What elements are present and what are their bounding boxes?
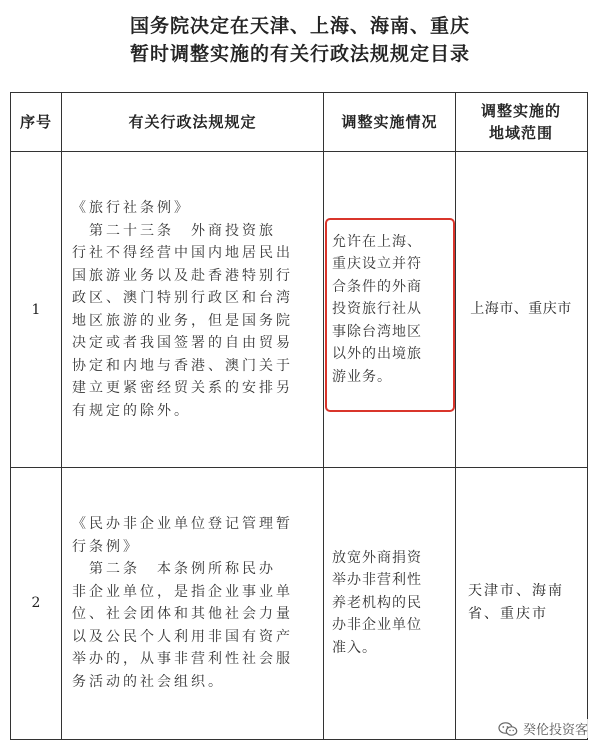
header-regulation: 有关行政法规规定 — [128, 113, 257, 131]
text-line: 决定或者我国签署的自由贸易 — [72, 335, 293, 351]
header-adjustment: 调整实施情况 — [341, 113, 438, 131]
watermark — [498, 719, 588, 738]
row-2-regulation-text — [72, 513, 293, 693]
text-line: 重庆设立并符 — [332, 256, 422, 273]
header-scope-line-2: 地域范围 — [488, 124, 553, 142]
watermark-text: 癸伦投资客 — [522, 723, 588, 738]
text-line: 允许在上海、 — [332, 233, 422, 250]
row-2-adjustment — [324, 468, 455, 738]
header-scope — [456, 93, 586, 151]
text-line: 政区、澳门特别行政区和台湾 — [72, 290, 293, 306]
text-line: 国旅游业务以及赴香港特别行 — [72, 267, 293, 284]
row-1-adjustment — [324, 152, 455, 467]
text-line: 《民办非企业单位登记管理暂 — [72, 516, 293, 532]
text-line: 《旅行社条例》 — [72, 200, 191, 216]
text-line: 建立更紧密经贸关系的安排另 — [72, 380, 293, 396]
text-line: 行条例》 — [72, 538, 140, 555]
header-index: 序号 — [19, 113, 52, 131]
row-1-scope — [456, 152, 586, 467]
text-line: 游业务。 — [332, 368, 392, 385]
row-2-scope — [456, 468, 586, 738]
row-1-index: 1 — [31, 301, 41, 318]
row-2-regulation — [62, 468, 323, 738]
row-1-scope-text — [470, 298, 572, 321]
text-line: 第二条 本条例所称民办 — [72, 561, 276, 577]
text-line: 有规定的除外。 — [72, 402, 191, 419]
row-1-adjustment-text — [332, 231, 422, 389]
text-line: 以及公民个人利用非国有资产 — [72, 628, 293, 645]
row-1-regulation — [62, 152, 323, 467]
page-title — [0, 12, 600, 68]
header-scope-line-1: 调整实施的 — [480, 102, 561, 120]
row-2-scope-text — [468, 580, 564, 626]
text-line: 天津市、海南 — [468, 583, 564, 599]
text-line: 准入。 — [332, 639, 377, 656]
text-line: 放宽外商捐资 — [332, 549, 422, 566]
text-line: 非企业单位，是指企业事业单 — [72, 583, 293, 600]
text-line: 以外的出境旅 — [332, 346, 422, 363]
text-line: 养老机构的民 — [332, 594, 422, 611]
text-line: 办非企业单位 — [332, 617, 422, 634]
text-line: 协定和内地与香港、澳门关于 — [72, 357, 293, 374]
text-line: 举办非营利性 — [332, 572, 422, 589]
title-line-2: 暂时调整实施的有关行政法规规定目录 — [129, 43, 470, 65]
text-line: 第二十三条 外商投资旅 — [72, 222, 276, 239]
regulations-table — [10, 92, 588, 740]
title-line-1: 国务院决定在天津、上海、海南、重庆 — [129, 15, 470, 37]
text-line: 投资旅行社从 — [332, 301, 422, 318]
text-line: 地区旅游的业务，但是国务院 — [72, 312, 293, 329]
text-line: 行社不得经营中国内地居民出 — [72, 245, 293, 261]
text-line: 事除台湾地区 — [332, 323, 422, 340]
text-line: 上海市、重庆市 — [470, 301, 572, 317]
wechat-icon — [498, 721, 518, 737]
row-2-index: 2 — [31, 595, 41, 611]
text-line: 位、社会团体和其他社会力量 — [72, 606, 293, 622]
text-line: 合条件的外商 — [332, 278, 422, 295]
row-1-regulation-text — [72, 197, 293, 422]
text-line: 举办的，从事非营利性社会服 — [72, 651, 293, 667]
row-2-adjustment-text — [332, 547, 422, 660]
text-line: 省、重庆市 — [468, 606, 548, 622]
text-line: 务活动的社会组织。 — [72, 673, 225, 690]
